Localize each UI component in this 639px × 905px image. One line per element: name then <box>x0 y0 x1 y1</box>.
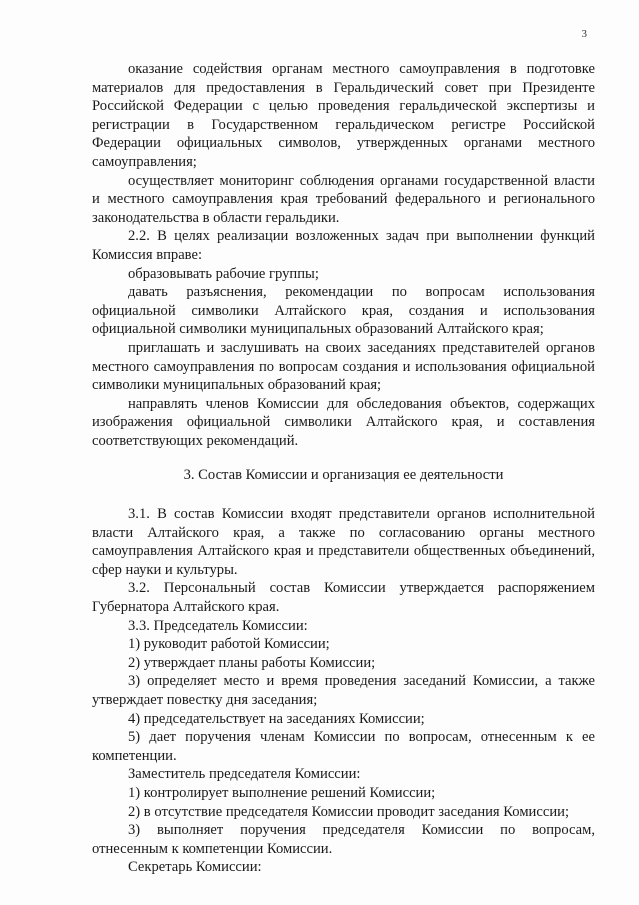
paragraph: Заместитель председателя Комиссии: <box>128 766 361 783</box>
paragraph: 4) председательствует на заседаниях Комиссии; <box>128 710 425 727</box>
paragraph: 1) контролирует выполнение решений Комиссии; <box>128 784 436 801</box>
paragraph: 3.1. В состав Комиссии входят представители органов исполнительной власти Алтайского края, а также по согласованию органы местного самоуправления Алтайского края и представители общественных объединений, сфер науки и культуры. <box>92 506 595 578</box>
paragraph: 3.3. Председатель Комиссии: <box>128 617 308 634</box>
paragraph: 2.2. В целях реализации возложенных задач при выполнении функций Комиссия вправе: <box>92 228 595 263</box>
paragraph: направлять членов Комиссии для обследования объектов, содержащих изображения официальной символики Алтайского края, и составления соответствующих рекомендаций. <box>92 395 595 449</box>
page-number: 3 <box>581 28 587 40</box>
paragraph: 2) утверждает планы работы Комиссии; <box>128 654 376 671</box>
paragraph: осуществляет мониторинг соблюдения органами государственной власти и местного самоуправления края требований федерального и регионального законодательства в области геральдики. <box>92 172 595 226</box>
paragraph: 3) определяет место и время проведения заседаний Комиссии, а также утверждает повестку дня заседания; <box>92 673 595 708</box>
paragraph: 2) в отсутствие председателя Комиссии проводит заседания Комиссии; <box>128 803 569 820</box>
paragraph: 3.2. Персональный состав Комиссии утверждается распоряжением Губернатора Алтайского края. <box>92 580 595 616</box>
paragraph: 3) выполняет поручения председателя Комиссии по вопросам, отнесенным к компетенции Комиссии. <box>92 822 595 857</box>
paragraph: 1) руководит работой Комиссии; <box>128 636 330 653</box>
paragraph: оказание содействия органам местного самоуправления в подготовке материалов для предоставления в Геральдический совет при Президенте Российской Федерации с целью проведения геральдической экспертизы и регистрации в Государственном геральдическом регистре Российской Федерации официальных символов, утвержденных органами местного самоуправления; <box>92 61 595 170</box>
paragraph: 5) дает поручения членам Комиссии по вопросам, отнесенным к ее компетенции. <box>92 729 595 764</box>
paragraph: давать разъяснения, рекомендации по вопросам использования официальной символики Алтайского края, создания и использования официальной символики муниципальных образований Алтайского края; <box>92 284 595 338</box>
paragraph: Секретарь Комиссии: <box>128 859 262 876</box>
paragraph: приглашать и заслушивать на своих заседаниях представителей органов местного самоуправления по вопросам создания и использования официальной символики муниципальных образований края; <box>92 339 595 394</box>
section-heading: 3. Состав Комиссии и организация ее деятельности <box>183 467 504 484</box>
document-body <box>92 60 595 877</box>
paragraph: образовывать рабочие группы; <box>128 265 319 282</box>
